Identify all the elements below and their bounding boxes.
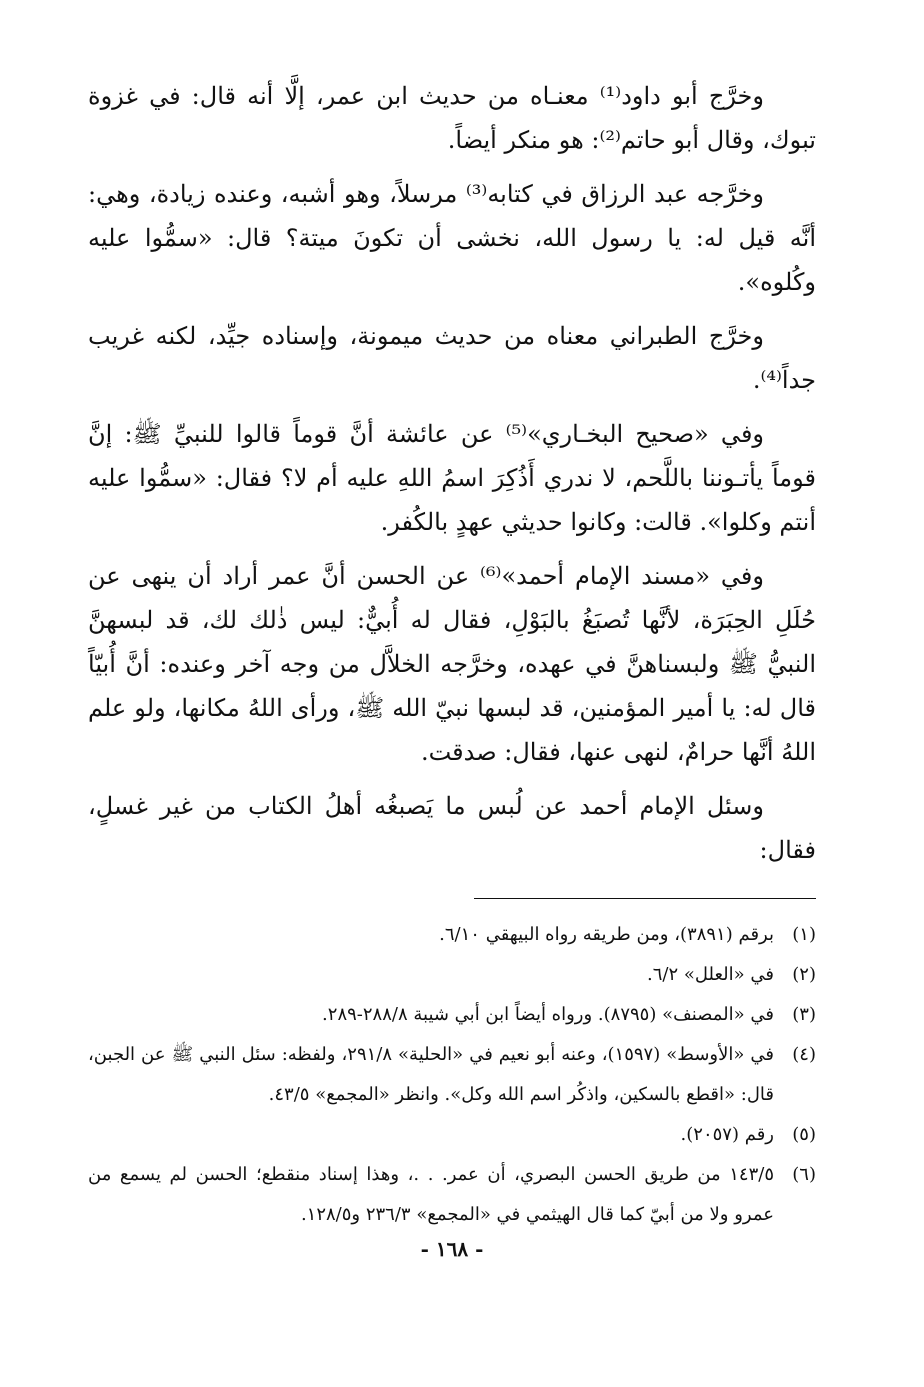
footnote-number: (٢) (792, 964, 816, 985)
footnote-number: (١) (792, 924, 816, 945)
footnote-text: رقم (٢٠٥٧). (680, 1124, 774, 1145)
footnote-number: (٦) (792, 1164, 816, 1185)
footnote-text: برقم (٣٨٩١)، ومن طريقه رواه البيهقي ٦/١٠. (439, 924, 774, 945)
footnote-text: في «المصنف» (٨٧٩٥). ورواه أيضاً ابن أبي شيبة ٢٨٨/٨-٢٨٩. (322, 1004, 774, 1025)
footnotes (88, 915, 816, 1235)
footnote-text: ١٤٣/٥ من طريق الحسن البصري، أن عمر. . .، وهذا إسناد منقطع؛ الحسن لم يسمع من عمرو ولا من أبيّ كما قال الهيثمي في «المجمع» ٢٣٦/٣ و١٢٨/٥. (88, 1164, 774, 1225)
footnote-number: (٤) (792, 1044, 816, 1065)
footnote-divider (474, 898, 816, 899)
footnote-number: (٣) (792, 1004, 816, 1025)
footnote (88, 1155, 816, 1235)
footnote-number: (٥) (792, 1124, 816, 1145)
paragraph-abu-dawud: وخرَّج أبو داود⁽¹⁾ معنـاه من حديث ابن عمر، إلَّا أنه قال: في غزوة تبوك، وقال أبو حاتم⁽²⁾: هو منكر أيضاً. (88, 82, 816, 154)
footnote-text: في «الأوسط» (١٥٩٧)، وعنه أبو نعيم في «الحلية» ٢٩١/٨، ولفظه: سئل النبي ﷺ عن الجبن، قال: «اقطع بالسكين، واذكُر اسم الله وكل». وانظر «المجمع» ٤٣/٥. (88, 1044, 774, 1105)
paragraph-abd-al-razzaq: وخرَّجه عبد الرزاق في كتابه⁽³⁾ مرسلاً، وهو أشبه، وعنده زيادة، وهي: أنَّه قيل له: يا رسول الله، نخشى أن تكونَ ميتة؟ قال: «سمُّوا عليه وكُلوه». (88, 180, 816, 296)
footnote (88, 995, 816, 1035)
page-number: - ١٦٨ - (420, 1237, 484, 1261)
paragraph-imam-ahmad-question: وسئل الإمام أحمد عن لُبس ما يَصبغُه أهلُ الكتاب من غير غسلٍ، فقال: (88, 792, 816, 864)
footnote (88, 915, 816, 955)
footnote (88, 1035, 816, 1115)
book-page (88, 74, 816, 1364)
paragraph-bukhari: وفي «صحيح البخـاري»⁽⁵⁾ عن عائشة أنَّ قوماً قالوا للنبيِّ ﷺ: إنَّ قوماً يأتـوننا باللَّحم، لا ندري أَذُكِرَ اسمُ اللهِ عليه أم لا؟ فقال: «سمُّوا عليه أنتم وكلوا». قالت: وكانوا حديثي عهدٍ بالكُفر. (88, 420, 816, 536)
paragraph-tabarani: وخرَّج الطبراني معناه من حديث ميمونة، وإسناده جيِّد، لكنه غريب جداً⁽⁴⁾. (88, 322, 816, 394)
paragraph-musnad-ahmad: وفي «مسند الإمام أحمد»⁽⁶⁾ عن الحسن أنَّ عمر أراد أن ينهى عن حُلَلِ الحِبَرَة، لأنَّها تُصبَغُ بالبَوْلِ، فقال له أُبيٌّ: ليس ذٰلك لك، قد لبسهنَّ النبيُّ ﷺ ولبسناهنَّ في عهده، وخرَّجه الخلاَّل من وجه آخر وعنده: أنَّ أُبيّاً قال له: يا أمير المؤمنين، قد لبسها نبيّ الله ﷺ، ورأى اللهُ مكانها، ولو علم اللهُ أنَّها حرامٌ، لنهى عنها، فقال: صدقت. (88, 562, 816, 766)
footnote-text: في «العلل» ٦/٢. (647, 964, 774, 985)
footnote (88, 1115, 816, 1155)
footnote (88, 955, 816, 995)
